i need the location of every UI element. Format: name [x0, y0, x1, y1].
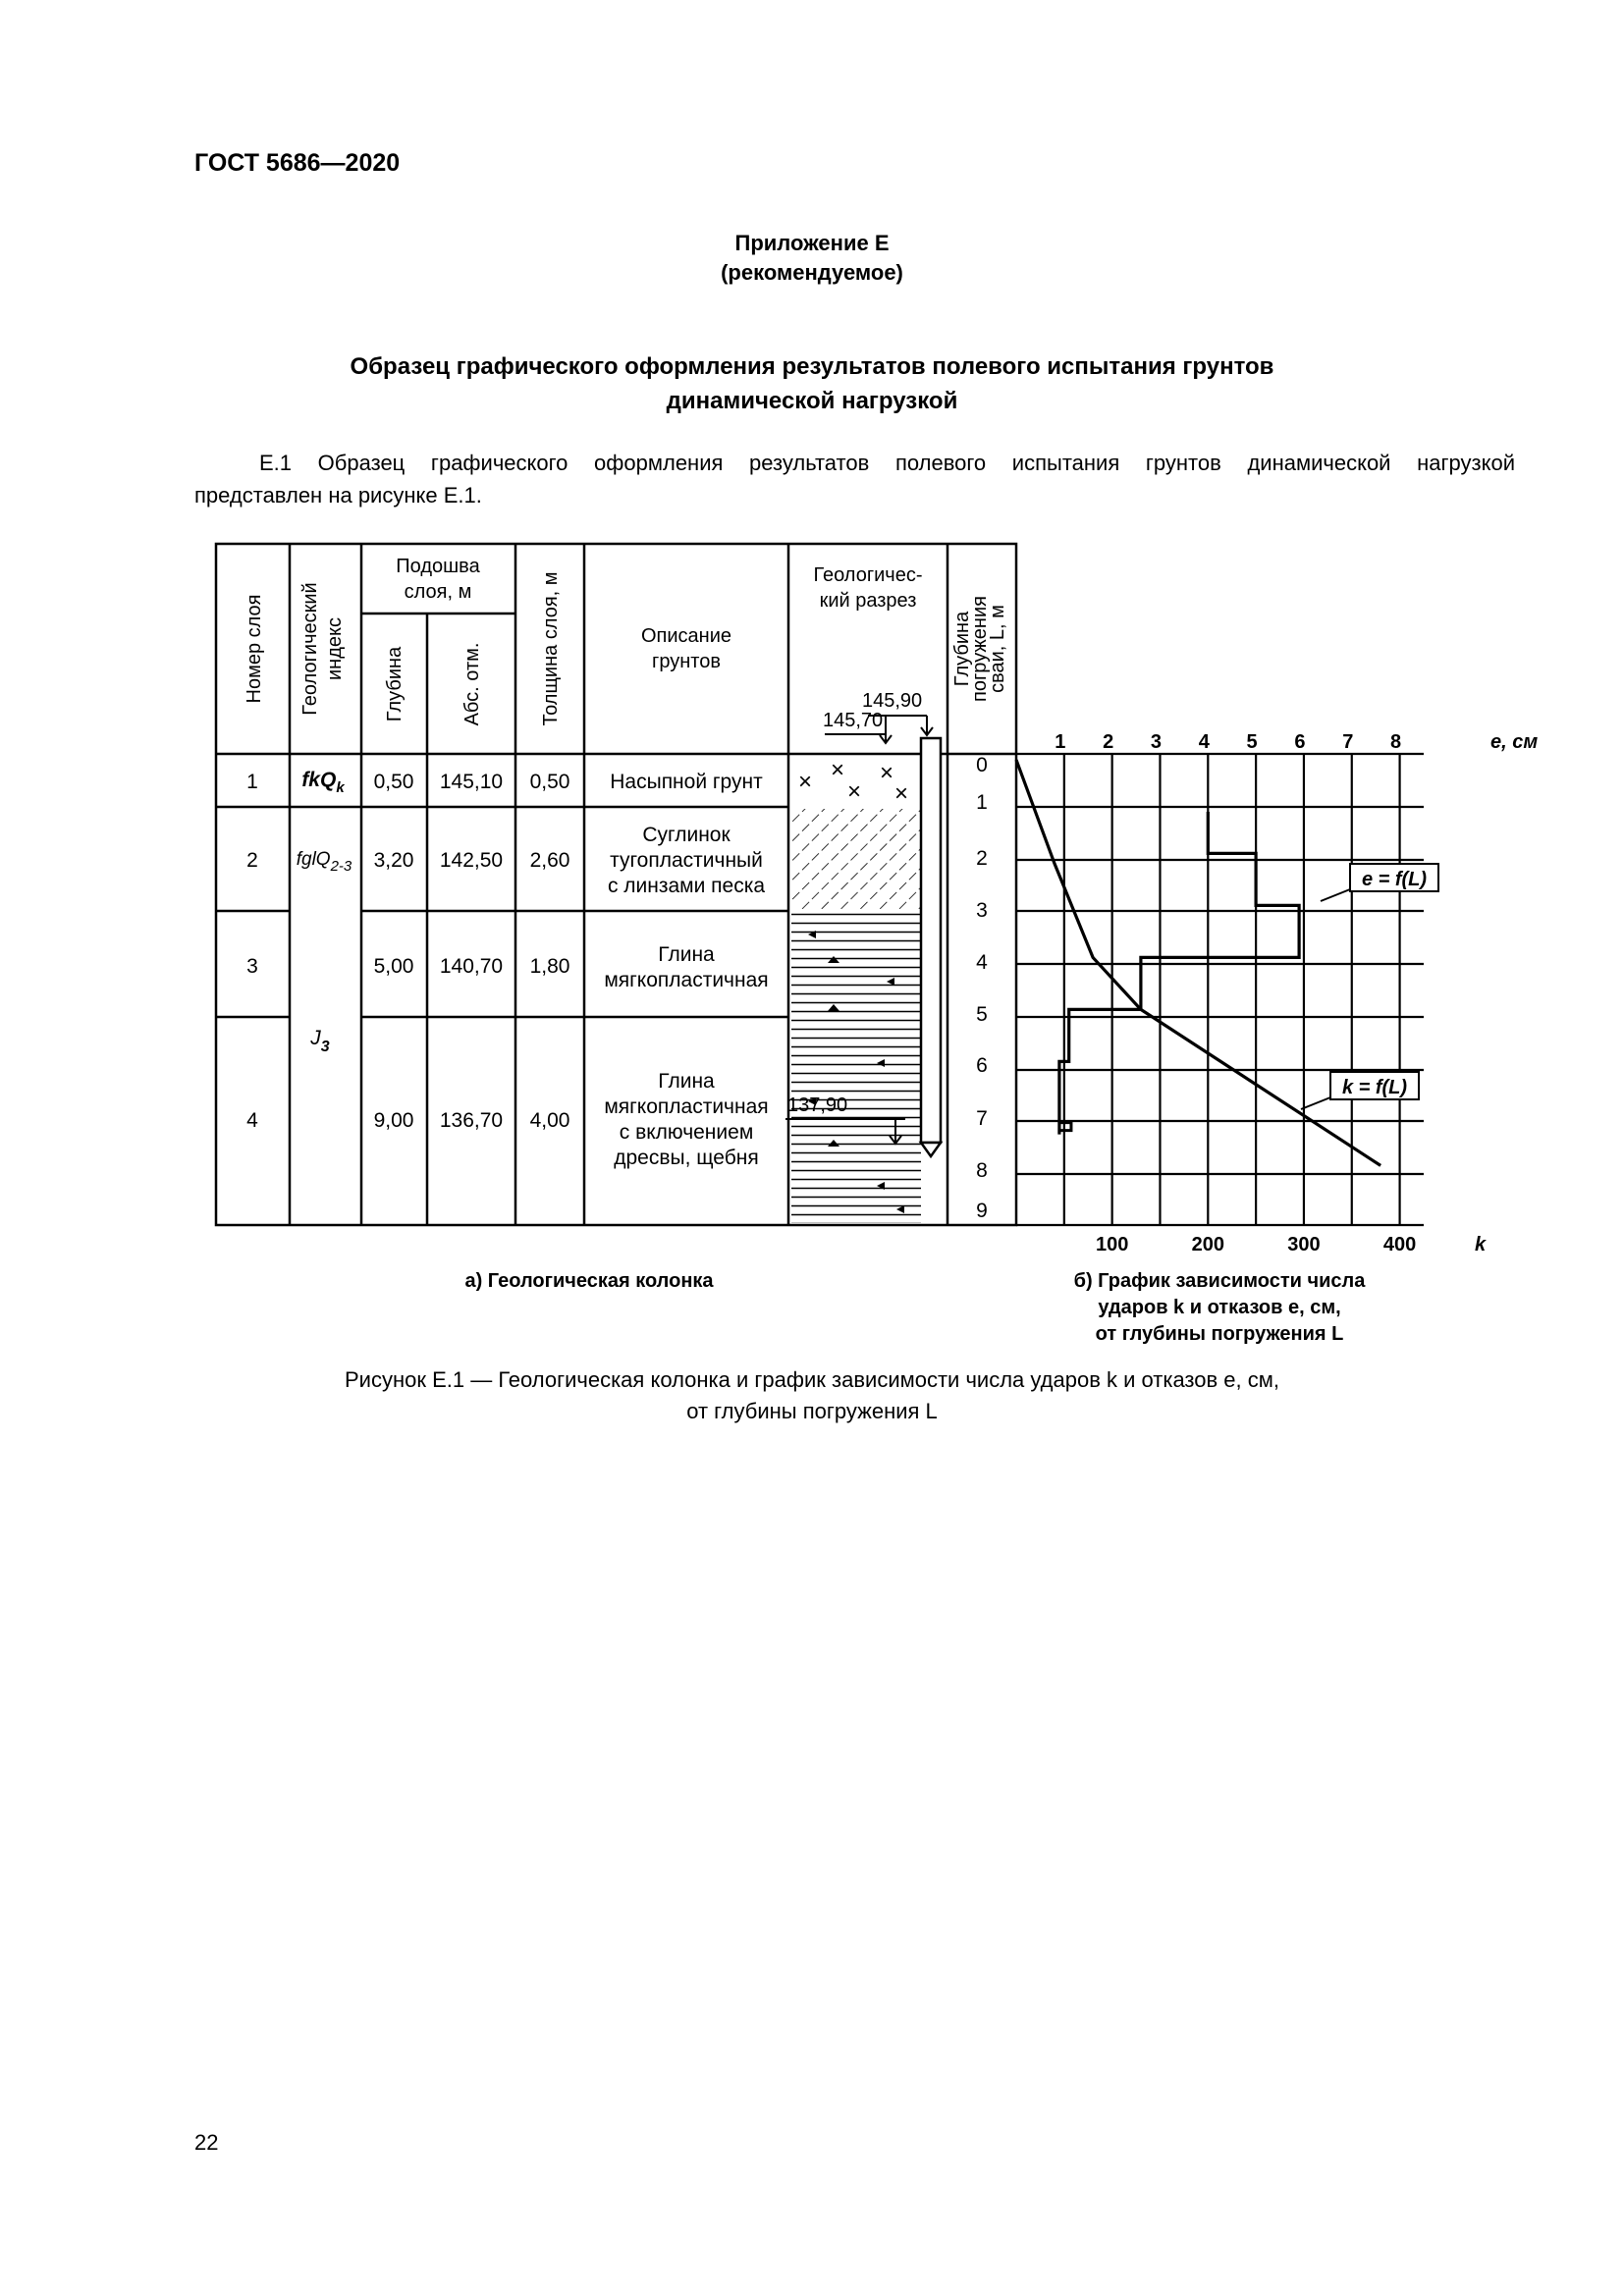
figure-caption — [0, 1364, 1624, 1427]
header-pile-depth-1: Глубина — [951, 611, 973, 687]
chart-bottom-axis-label: k — [1475, 1234, 1487, 1255]
top-tick-label: 8 — [1390, 731, 1402, 753]
row-geo-index: fkQ$_k$ — [301, 769, 345, 796]
row-thickness: 0,50 — [529, 771, 570, 793]
top-tick-label: 6 — [1294, 731, 1306, 753]
depth-tick-label: 2 — [976, 847, 988, 870]
depth-tick-label: 4 — [976, 951, 988, 974]
row-abs: 136,70 — [439, 1109, 504, 1132]
svg-text:×: × — [846, 778, 862, 805]
bottom-tick-label: 200 — [1191, 1234, 1224, 1255]
row-desc-line: тугопластичный — [610, 849, 763, 872]
chart-top-axis-label: e, см — [1490, 731, 1539, 753]
chart-top-axis — [1055, 731, 1401, 753]
svg-text:×: × — [830, 757, 845, 783]
depth-tick-label: 8 — [976, 1159, 988, 1182]
row-desc-line: мягкопластичная — [604, 1095, 769, 1118]
top-tick-label: 4 — [1198, 731, 1210, 753]
table-row — [246, 769, 763, 796]
header-base-2: слоя, м — [404, 581, 472, 603]
top-tick-label: 2 — [1103, 731, 1114, 753]
section-clay-hatch — [791, 913, 921, 1223]
header-geo-index-1: Геологический — [299, 582, 321, 716]
row-thickness: 2,60 — [529, 849, 570, 872]
row-number: 4 — [246, 1109, 258, 1132]
row-number: 3 — [246, 955, 258, 978]
fill-crosses — [798, 757, 908, 807]
svg-text:×: × — [893, 780, 909, 807]
depth-tick-label: 5 — [976, 1003, 988, 1026]
subcaption-b-1: б) График зависимости числа — [1073, 1270, 1366, 1292]
header-geo-index-2: индекс — [324, 617, 346, 680]
appendix-title: Приложение Е — [734, 231, 890, 255]
top-tick-label: 3 — [1150, 731, 1163, 753]
series-e-end-mark — [1059, 1123, 1071, 1131]
row-number: 2 — [246, 849, 258, 872]
depth-tick-label: 6 — [976, 1054, 988, 1077]
table-row — [246, 943, 769, 991]
section-title-line2: динамической нагрузкой — [666, 388, 958, 414]
header-layer-number: Номер слоя — [244, 594, 265, 704]
row-desc-line: Глина — [658, 1070, 715, 1093]
row-depth: 0,50 — [373, 771, 414, 793]
row-depth: 3,20 — [373, 849, 414, 872]
header-description-1: Описание — [640, 625, 732, 647]
subcaption-b-2: ударов k и отказов e, см, — [1098, 1297, 1341, 1318]
header-depth: Глубина — [384, 646, 406, 722]
header-thickness: Толщина слоя, м — [540, 571, 562, 726]
series-label-e — [1350, 864, 1438, 891]
row-desc-line: мягкопластичная — [604, 969, 769, 991]
standard-code: ГОСТ 5686—2020 — [194, 149, 401, 177]
row-abs: 145,10 — [439, 771, 504, 793]
top-tick-label: 1 — [1055, 731, 1066, 753]
svg-text:×: × — [879, 760, 894, 786]
leader-k — [1301, 1097, 1330, 1109]
header-section-2: кий разрез — [819, 590, 917, 612]
shared-geo-index: $J_3$ — [310, 1027, 330, 1055]
page-number: 22 — [194, 2130, 219, 2155]
series-label-k-text: k = f(L) — [1341, 1077, 1408, 1098]
row-abs: 142,50 — [439, 849, 504, 872]
paragraph-line2: представлен на рисунке Е.1. — [194, 483, 482, 507]
header-pile-depth-3: сваи, L, м — [987, 605, 1008, 693]
row-thickness: 4,00 — [529, 1109, 570, 1132]
chart-bottom-axis — [1096, 1234, 1416, 1255]
row-desc-line: Глина — [658, 943, 715, 966]
depth-tick-label: 3 — [976, 899, 988, 922]
section-loam-hatch — [791, 809, 921, 909]
paragraph-line1: Е.1 Образец графического оформления результатов полевого испытания грунтов динамической нагрузкой — [259, 451, 1515, 475]
header-pile-depth-2: погружения — [969, 596, 991, 702]
bottom-tick-label: 400 — [1382, 1234, 1417, 1255]
depth-tick-labels — [976, 754, 988, 1222]
header-description-2: грунтов — [652, 651, 721, 672]
depth-tick-label: 9 — [976, 1200, 988, 1222]
leader-e — [1321, 889, 1350, 901]
bottom-tick-label: 300 — [1287, 1234, 1321, 1255]
row-number: 1 — [246, 771, 258, 793]
series-k-line — [1016, 760, 1380, 1165]
row-depth: 9,00 — [373, 1109, 414, 1132]
depth-tick-label: 1 — [976, 791, 988, 814]
row-desc-line: дресвы, щебня — [614, 1147, 759, 1169]
series-label-k — [1330, 1072, 1419, 1099]
row-depth: 5,00 — [373, 955, 414, 978]
depth-tick-label: 0 — [976, 754, 988, 776]
header-abs-mark: Абс. отм. — [461, 642, 483, 726]
row-desc-line: с включением — [619, 1121, 754, 1144]
elevation-pile-head: 145,70 — [823, 710, 884, 731]
svg-text:×: × — [797, 769, 813, 795]
elevation-ground: 145,90 — [862, 690, 923, 712]
subcaption-b-3: от глубины погружения L — [1095, 1323, 1344, 1345]
elevation-water: 137,90 — [787, 1095, 848, 1116]
table-row — [246, 1070, 769, 1169]
pile — [921, 738, 941, 1156]
row-desc-line: с линзами песка — [607, 875, 766, 897]
header-base-1: Подошва — [396, 556, 480, 577]
chart-series — [1016, 760, 1380, 1165]
figure-caption-line2: от глубины погружения L — [686, 1399, 938, 1423]
appendix-status: (рекомендуемое) — [721, 260, 903, 285]
figure-caption-line1: Рисунок Е.1 — Геологическая колонка и график зависимости числа ударов k и отказов e, см, — [344, 1367, 1279, 1392]
row-geo-index: fglQ$_{2-3}$ — [296, 849, 352, 875]
row-thickness: 1,80 — [529, 955, 570, 978]
section-title-line1: Образец графического оформления результатов полевого испытания грунтов — [350, 353, 1274, 380]
table-row — [246, 824, 765, 897]
depth-tick-label: 7 — [976, 1107, 988, 1130]
top-tick-label: 7 — [1342, 731, 1354, 753]
bottom-tick-label: 100 — [1095, 1234, 1129, 1255]
header-section-1: Геологичес- — [813, 564, 923, 586]
series-label-e-text: e = f(L) — [1361, 869, 1428, 890]
row-desc-line: Насыпной грунт — [610, 771, 763, 793]
top-tick-label: 5 — [1246, 731, 1258, 753]
subcaption-a: а) Геологическая колонка — [464, 1270, 714, 1292]
row-desc-line: Суглинок — [642, 824, 731, 846]
row-abs: 140,70 — [439, 955, 504, 978]
